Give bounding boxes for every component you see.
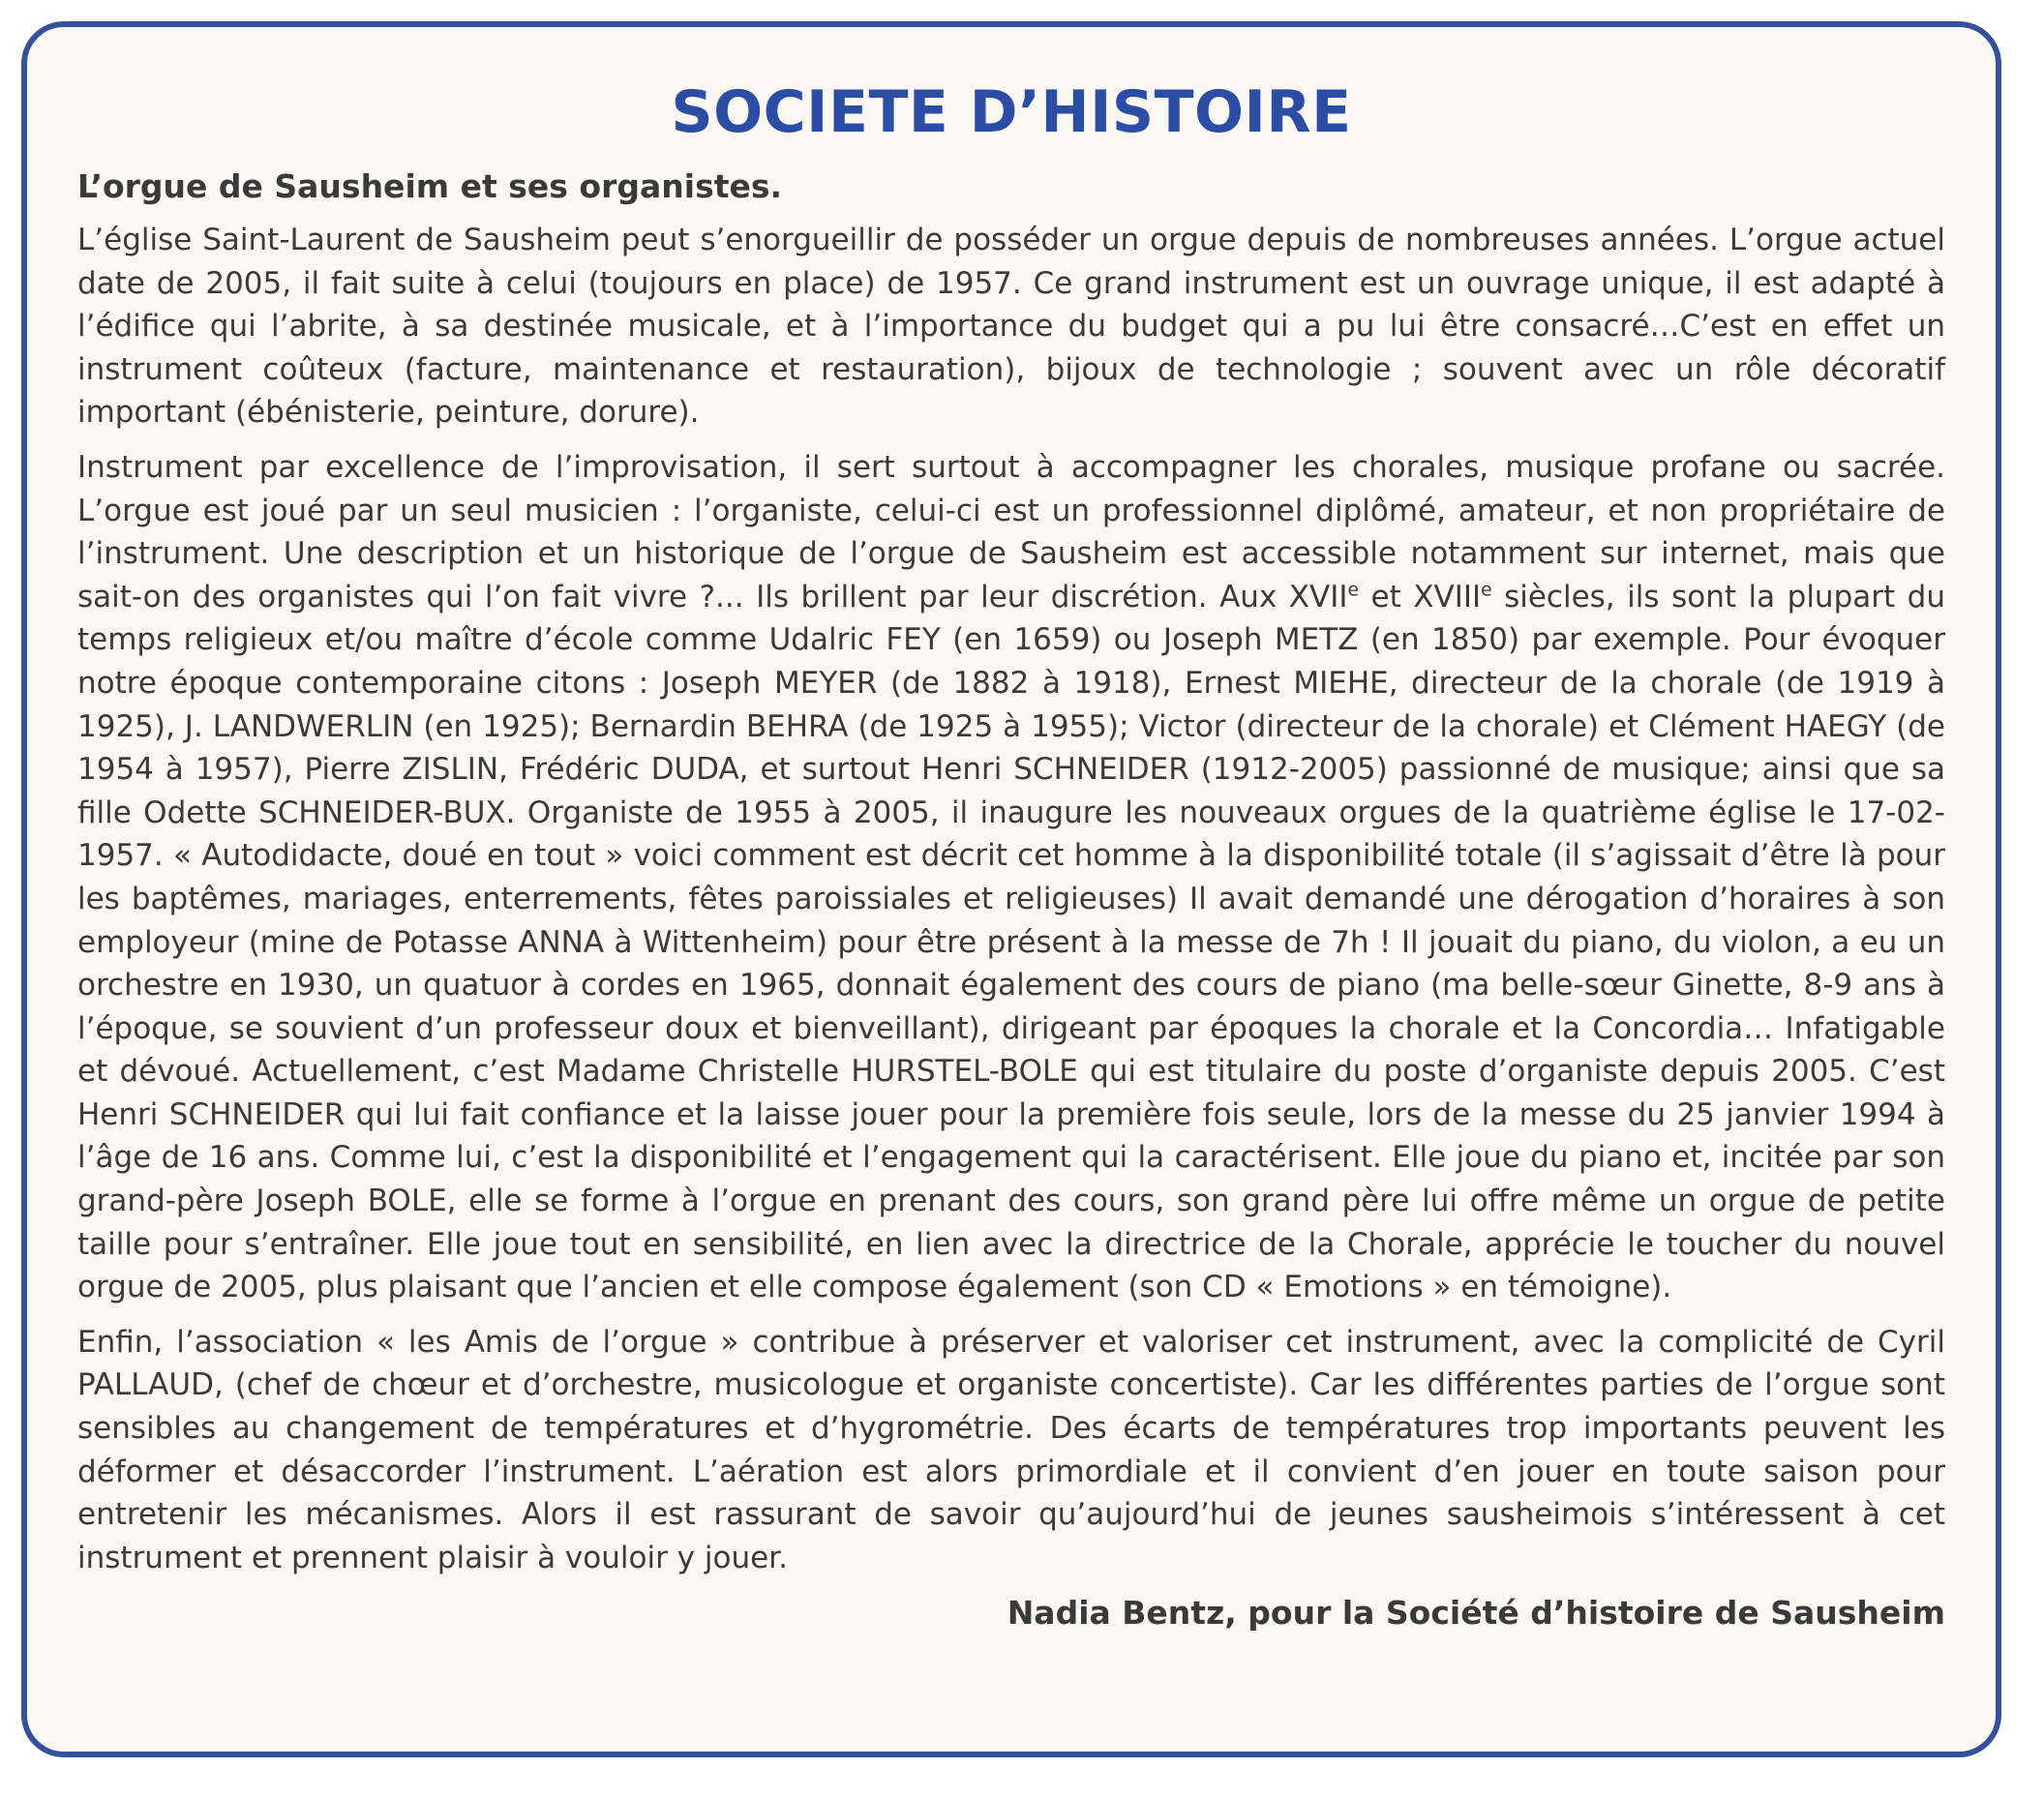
paragraph-2-part-b: et XVIII: [1358, 579, 1482, 614]
paragraph-2-part-c: siècles, ils sont la plupart du temps religieux et/ou maître d’école comme Udalric FEY (en 1659) ou Joseph METZ (en 1850) par exemple. Pour évoquer notre époque contemporaine citons : Joseph MEYER (de 1882 à 1918), Ernest MIEHE, directeur de la chorale (de 1919 à 1925), J. LANDWERLIN (en 1925); Bernardin BEHRA (de 1925 à 1955); Victor (directeur de la chorale) et Clément HAEGY (de 1954 à 1957), Pierre ZISLIN, Frédéric DUDA, et surtout Henri SCHNEIDER (1912-2005) passionné de musique; ainsi que sa fille Odette SCHNEIDER-BUX. Organiste de 1955 à 2005, il inaugure les nouveaux orgues de la quatrième église le 17-02-1957. « Autodidacte, doué en tout » voici comment est décrit cet homme à la disponibilité totale (il s’agissait d’être là pour les baptêmes, mariages, enterrements, fêtes paroissiales et religieuses) Il avait demandé une dérogation d’horaires à son employeur (mine de Potasse ANNA à Wittenheim) pour être présent à la messe de 7h ! Il jouait du piano, du violon, a eu un orchestre en 1930, un quatuor à cordes en 1965, donnait également des cours de piano (ma belle-sœur Ginette, 8-9 ans à l’époque, se souvient d’un professeur doux et bienveillant), dirigeant par époques la chorale et la Concordia… Infatigable et dévoué. Actuellement, c’est Madame Christelle HURSTEL-BOLE qui est titulaire du poste d’organiste depuis 2005. C’est Henri SCHNEIDER qui lui fait confiance et la laisse jouer pour la première fois seule, lors de la messe du 25 janvier 1994 à l’âge de 16 ans. Comme lui, c’est la disponibilité et l’engagement qui la caractérisent. Elle joue du piano et, incitée par son grand-père Joseph BOLE, elle se forme à l’orgue en prenant des cours, son grand père lui offre même un orgue de petite taille pour s’entraîner. Elle joue tout en sensibilité, en lien avec la directrice de la Chorale, apprécie le toucher du nouvel orgue de 2005, plus plaisant que l’ancien et elle compose également (son CD « Emotions » en témoigne).: [77, 579, 1945, 1305]
superscript-1: e: [1347, 580, 1359, 601]
paragraph-2: [77, 446, 1945, 1309]
article-frame: [21, 21, 2001, 1757]
superscript-2: e: [1481, 580, 1492, 601]
article-subtitle: L’orgue de Sausheim et ses organistes.: [77, 167, 783, 205]
page-title: SOCIETE D’HISTOIRE: [671, 78, 1352, 146]
paragraph-1: L’église Saint-Laurent de Sausheim peut s’enorgueillir de posséder un orgue depuis de nombreuses années. L’orgue actuel date de 2005, il fait suite à celui (toujours en place) de 1957. Ce grand instrument est un ouvrage unique, il est adapté à l’édifice qui l’abrite, à sa destinée musicale, et à l’importance du budget qui a pu lui être consacré…C’est en effet un instrument coûteux (facture, maintenance et restauration), bijoux de technologie ; souvent avec un rôle décoratif important (ébénisterie, peinture, dorure).: [77, 223, 1945, 431]
paragraph-2-part-a: Instrument par excellence de l’improvisation, il sert surtout à accompagner les chorales, musique profane ou sacrée. L’orgue est joué par un seul musicien : l’organiste, celui-ci est un professionnel diplômé, amateur, et non propriétaire de l’instrument. Une description et un historique de l’orgue de Sausheim est accessible notamment sur internet, mais que sait-on des organistes qui l’on fait vivre ?... Ils brillent par leur discrétion. Aux XVII: [77, 449, 1945, 614]
paragraph-3: Enfin, l’association « les Amis de l’orgue » contribue à préserver et valoriser cet instrument, avec la complicité de Cyril PALLAUD, (chef de chœur et d’orchestre, musicologue et organiste concertiste). Car les différentes parties de l’orgue sont sensibles au changement de températures et d’hygrométrie. Des écarts de températures trop importants peuvent les déformer et désaccorder l’instrument. L’aération est alors primordiale et il convient d’en jouer en toute saison pour entretenir les mécanismes. Alors il est rassurant de savoir qu’aujourd’hui de jeunes sausheimois s’intéressent à cet instrument et prennent plaisir à vouloir y jouer.: [77, 1324, 1945, 1575]
author-signature: Nadia Bentz, pour la Société d’histoire de Sausheim: [1007, 1594, 1945, 1633]
